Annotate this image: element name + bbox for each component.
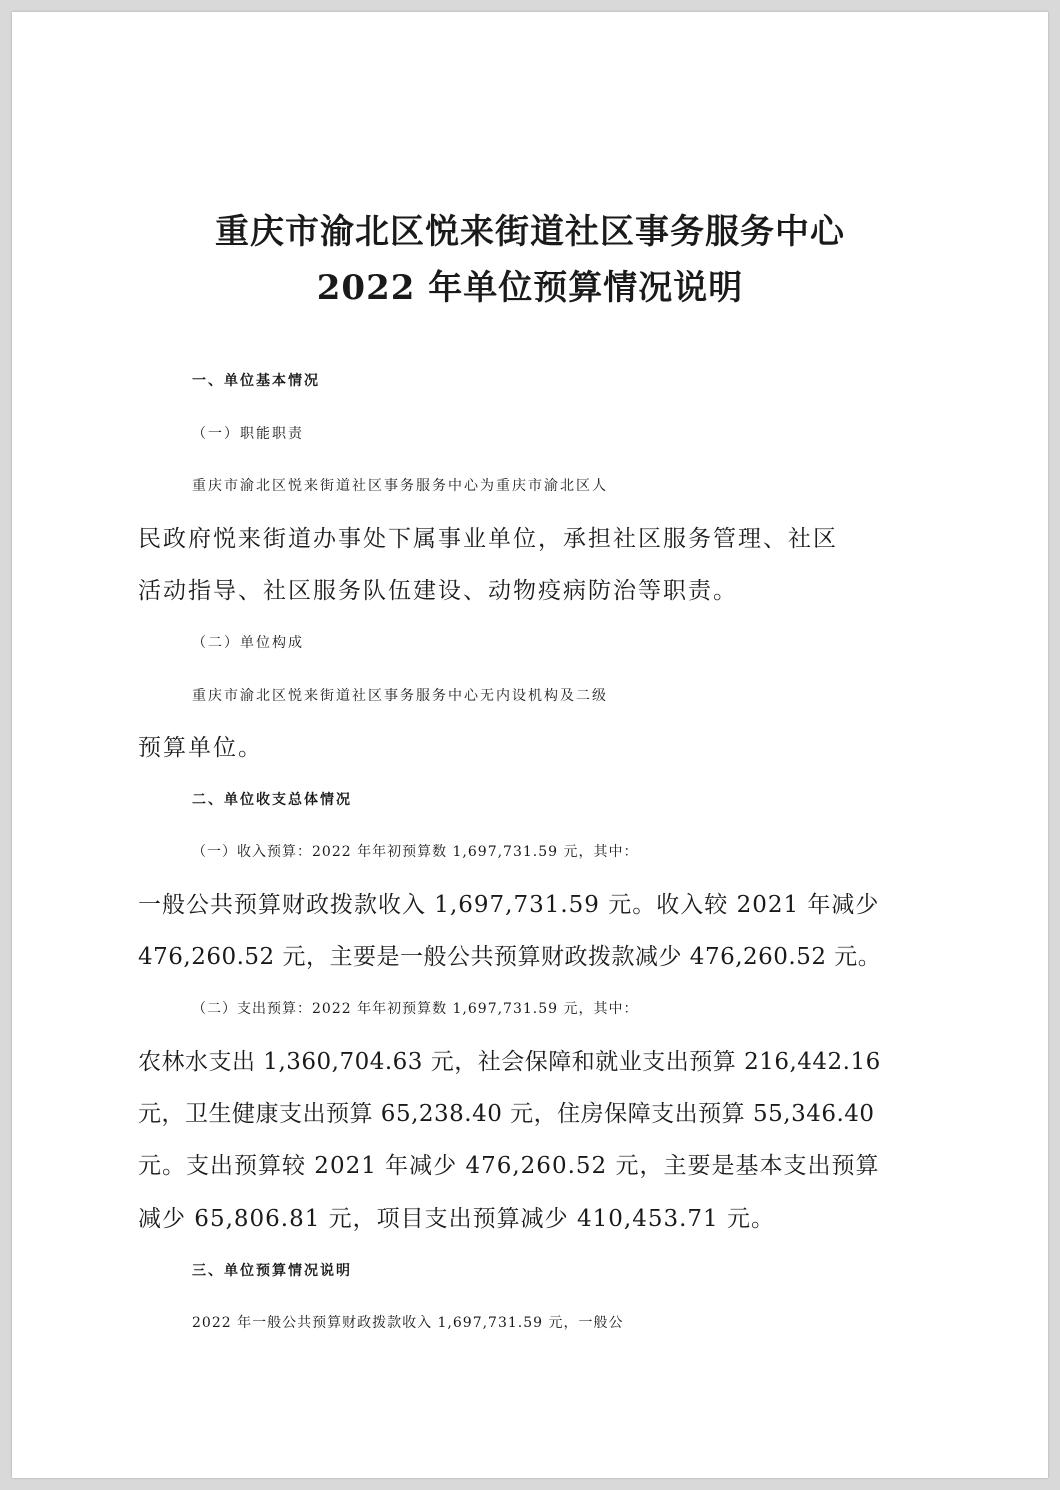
paragraph-line: （一）收入预算：2022 年年初预算数 1,697,731.59 元，其中： <box>192 844 639 860</box>
paragraph-line: 农林水支出 1,360,704.63 元，社会保障和就业支出预算 216,442.16 <box>138 1049 881 1075</box>
paragraph-line: 重庆市渝北区悦来街道社区事务服务中心无内设机构及二级 <box>192 688 608 704</box>
paragraph-line: 476,260.52 元，主要是一般公共预算财政拨款减少 476,260.52 元。 <box>138 944 882 970</box>
paragraph-line: 预算单位。 <box>138 735 263 761</box>
document-title-line-2: 2022 年单位预算情况说明 <box>316 268 744 308</box>
document-title-line-1: 重庆市渝北区悦来街道社区事务服务中心 <box>215 212 845 252</box>
section-1-1-heading: （一）职能职责 <box>192 426 304 442</box>
paragraph-line: 2022 年一般公共预算财政拨款收入 1,697,731.59 元，一般公 <box>192 1315 624 1331</box>
document-page <box>12 12 1048 1478</box>
section-1-2-heading: （二）单位构成 <box>192 635 304 651</box>
section-2-heading: 二、单位收支总体情况 <box>192 792 352 808</box>
paragraph-line: 一般公共预算财政拨款收入 1,697,731.59 元。收入较 2021 年减少 <box>138 892 880 918</box>
section-1-heading: 一、单位基本情况 <box>192 373 320 389</box>
paragraph-line: （二）支出预算：2022 年年初预算数 1,697,731.59 元，其中： <box>192 1001 639 1017</box>
paragraph-line: 元。支出预算较 2021 年减少 476,260.52 元，主要是基本支出预算 <box>138 1153 880 1179</box>
paragraph-line: 活动指导、社区服务队伍建设、动物疫病防治等职责。 <box>138 578 738 604</box>
paragraph-line: 元，卫生健康支出预算 65,238.40 元，住房保障支出预算 55,346.40 <box>138 1101 875 1127</box>
paragraph-line: 减少 65,806.81 元，项目支出预算减少 410,453.71 元。 <box>138 1206 775 1232</box>
paragraph-line: 重庆市渝北区悦来街道社区事务服务中心为重庆市渝北区人 <box>192 478 608 494</box>
paragraph-line: 民政府悦来街道办事处下属事业单位，承担社区服务管理、社区 <box>138 526 838 552</box>
section-3-heading: 三、单位预算情况说明 <box>192 1263 352 1279</box>
